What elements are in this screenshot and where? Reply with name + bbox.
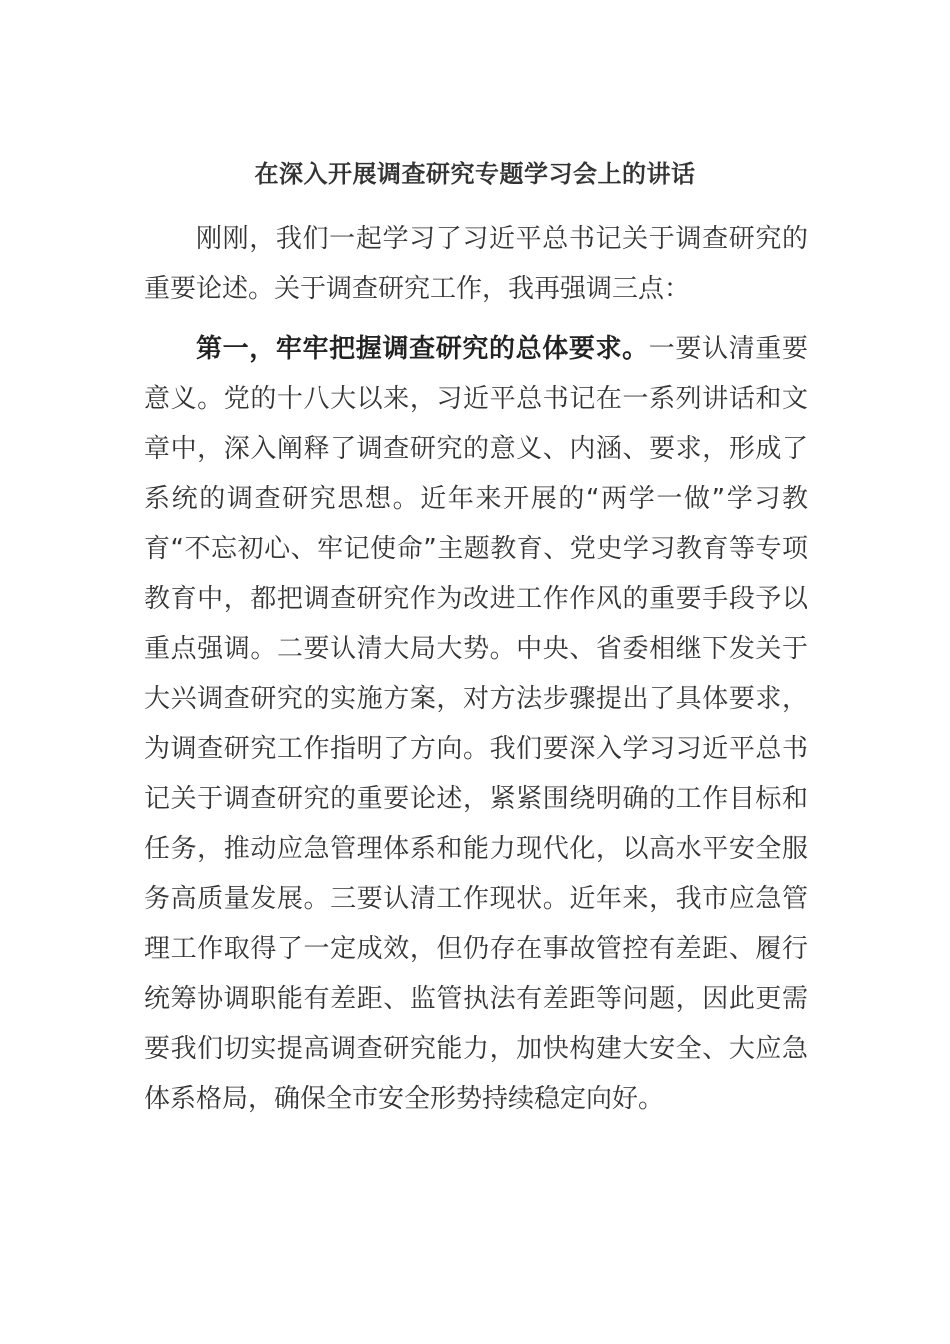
- section-one-lead: 第一，牢牢把握调查研究的总体要求。: [196, 334, 649, 364]
- section-one-paragraph: [144, 324, 808, 1124]
- document-title: 在深入开展调查研究专题学习会上的讲话: [254, 160, 696, 188]
- intro-paragraph: 刚刚，我们一起学习了习近平总书记关于调查研究的重要论述。关于调查研究工作，我再强调三点：: [144, 224, 808, 304]
- section-one-body: 一要认清重要意义。党的十八大以来，习近平总书记在一系列讲话和文章中，深入阐释了调查研究的意义、内涵、要求，形成了系统的调查研究思想。近年来开展的“两学一做”学习教育“不忘初心、牢记使命”主题教育、党史学习教育等专项教育中，都把调查研究作为改进工作作风的重要手段予以重点强调。二要认清大局大势。中央、省委相继下发关于大兴调查研究的实施方案，对方法步骤提出了具体要求，为调查研究工作指明了方向。我们要深入学习习近平总书记关于调查研究的重要论述，紧紧围绕明确的工作目标和任务，推动应急管理体系和能力现代化，以高水平安全服务高质量发展。三要认清工作现状。近年来，我市应急管理工作取得了一定成效，但仍存在事故管控有差距、履行统筹协调职能有差距、监管执法有差距等问题，因此更需要我们切实提高调查研究能力，加快构建大安全、大应急体系格局，确保全市安全形势持续稳定向好。: [144, 334, 808, 1114]
